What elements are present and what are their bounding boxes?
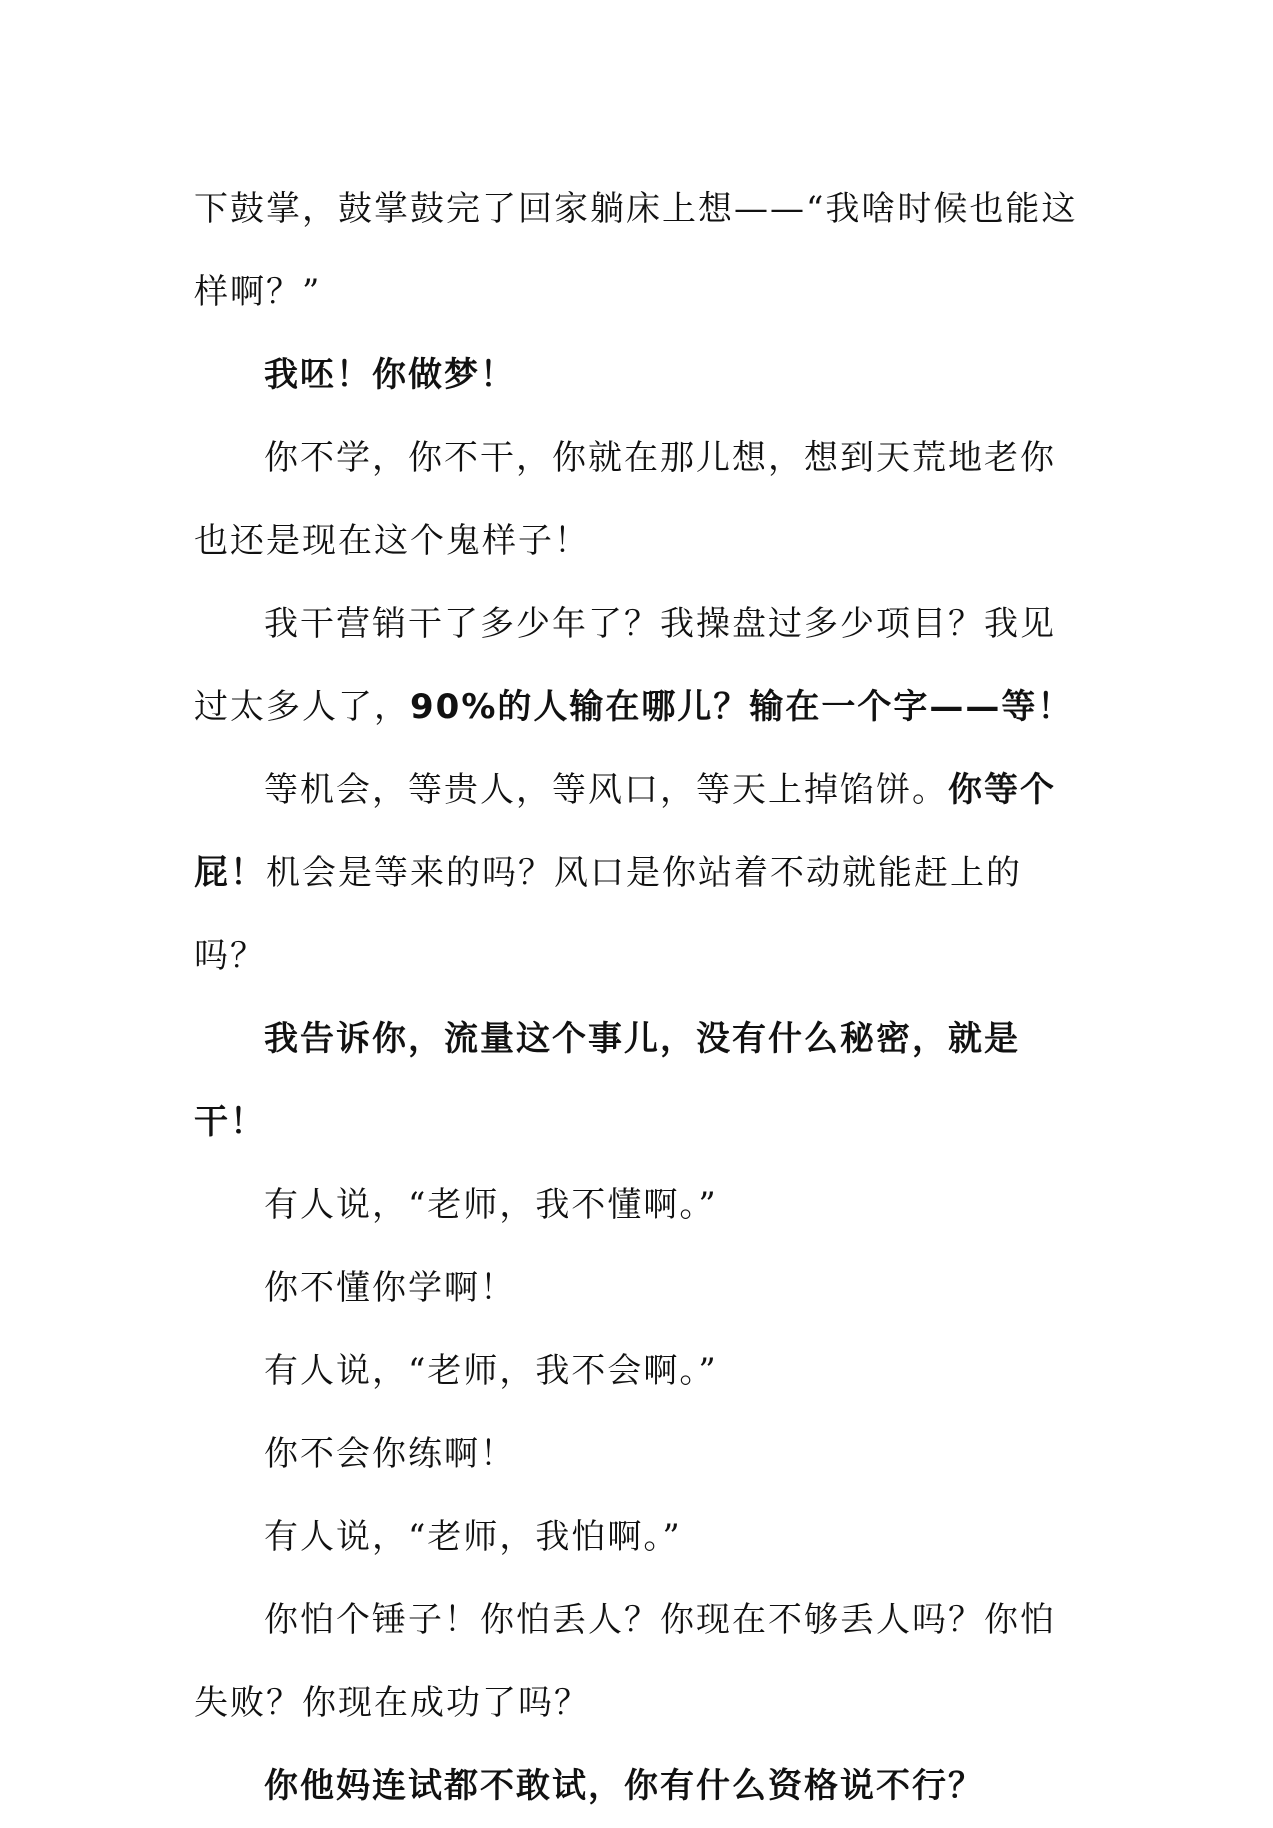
paragraph [194,1164,1084,1247]
paragraph [194,417,1084,583]
text-run: 机会是等来的吗？风口是你站着不动就能赶上的吗？ [194,853,1022,976]
text-run: 有人说，“老师，我怕啊。” [264,1517,682,1557]
paragraph [194,998,1084,1164]
text-run: 有人说，“老师，我不会啊。” [264,1351,718,1391]
paragraph [194,1247,1084,1330]
paragraph [194,1745,1084,1828]
bold-text-run: 90%的人输在哪儿？输在一个字——等！ [410,687,1074,727]
paragraph [194,1413,1084,1496]
text-run: 有人说，“老师，我不懂啊。” [264,1185,718,1225]
paragraph [194,1330,1084,1413]
bold-text-run: 我告诉你，流量这个事儿，没有什么秘密，就是干！ [194,1019,1020,1142]
text-run: 我干营销干了多少年了？我操盘过多少项目？我见过太多人了， [194,604,1056,727]
text-run: 你不懂你学啊！ [264,1268,516,1308]
paragraph [194,583,1084,749]
paragraph [194,1579,1084,1745]
paragraph [194,749,1084,998]
text-run: 等机会，等贵人，等风口，等天上掉馅饼。 [264,770,948,810]
bold-text-run: 你他妈连试都不敢试，你有什么资格说不行？ [264,1766,984,1806]
paragraph [194,1496,1084,1579]
paragraph [194,334,1084,417]
text-run: 你怕个锤子！你怕丢人？你现在不够丢人吗？你怕失败？你现在成功了吗？ [194,1600,1056,1723]
text-run: 下鼓掌，鼓掌鼓完了回家躺床上想——“我啥时候也能这样啊？” [194,189,1078,312]
document-body [194,168,1084,1828]
text-run: 你不学，你不干，你就在那儿想，想到天荒地老你也还是现在这个鬼样子！ [194,438,1056,561]
paragraph [194,168,1084,334]
bold-text-run: 我呸！你做梦！ [264,355,516,395]
text-run: 你不会你练啊！ [264,1434,516,1474]
bold-text-run: 你等个屁！ [194,770,1056,893]
